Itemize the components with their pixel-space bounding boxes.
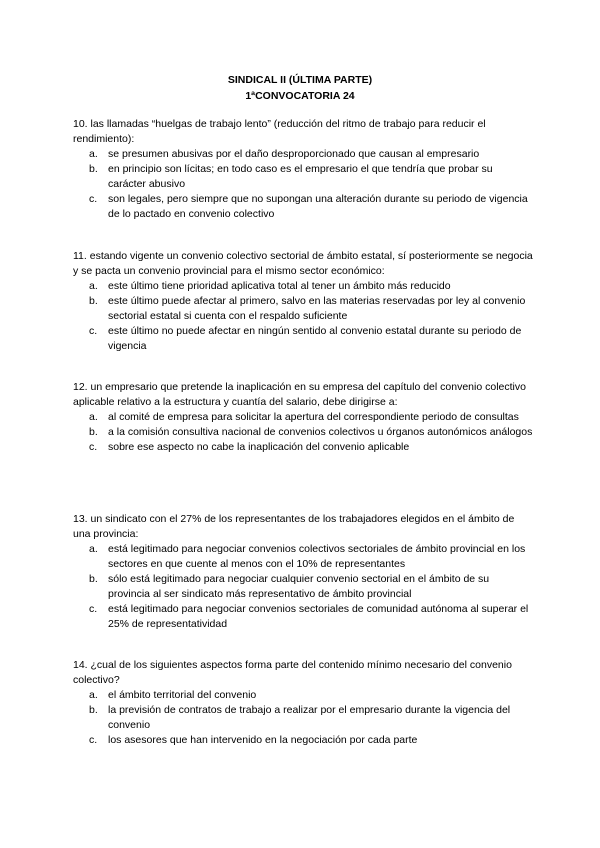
- option-list: [73, 279, 533, 354]
- question-text: 13. un sindicato con el 27% de los representantes de los trabajadores elegidos en el ámbito de una provincia:: [73, 513, 515, 540]
- option-letter: a.: [89, 411, 98, 423]
- question-12: [73, 380, 533, 455]
- option-text: está legitimado para negociar convenios sectoriales de comunidad autónoma al superar el 25% de representatividad: [108, 603, 529, 630]
- question-text: 12. un empresario que pretende la inaplicación en su empresa del capítulo del convenio colectivo aplicable relativo a la estructura y cuantía del salario, debe dirigirse a:: [73, 381, 526, 408]
- option-c: [73, 733, 533, 748]
- question-11: [73, 249, 533, 354]
- option-text: sólo está legitimado para negociar cualquier convenio sectorial en el ámbito de su provincia al ser sindicato más representativo de ámbito provincial: [108, 573, 490, 600]
- option-text: al comité de empresa para solicitar la apertura del correspondiente periodo de consultas: [108, 411, 519, 423]
- option-letter: c.: [89, 441, 98, 453]
- option-letter: c.: [89, 734, 98, 746]
- option-letter: a.: [89, 689, 98, 701]
- option-list: [73, 147, 533, 222]
- question-14: [73, 658, 533, 748]
- option-a: [73, 542, 533, 572]
- option-b: [73, 162, 533, 192]
- option-text: en principio son lícitas; en todo caso es el empresario el que tendría que probar su carácter abusivo: [108, 163, 493, 190]
- question-text: 14. ¿cual de los siguientes aspectos forma parte del contenido mínimo necesario del convenio colectivo?: [73, 659, 512, 686]
- document-title: [0, 72, 600, 104]
- option-text: el ámbito territorial del convenio: [108, 689, 257, 701]
- question-10: [73, 117, 533, 222]
- option-letter: b.: [89, 704, 98, 716]
- option-a: [73, 279, 533, 294]
- option-a: [73, 147, 533, 162]
- option-letter: c.: [89, 325, 98, 337]
- option-letter: b.: [89, 426, 98, 438]
- option-a: [73, 688, 533, 703]
- option-text: a la comisión consultiva nacional de convenios colectivos u órganos autonómicos análogos: [108, 426, 533, 438]
- option-letter: b.: [89, 573, 98, 585]
- title-line-2: 1ªCONVOCATORIA 24: [245, 90, 355, 102]
- option-text: este último puede afectar al primero, salvo en las materias reservadas por ley al convenio sectorial estatal si cuenta con el respaldo suficiente: [108, 295, 526, 322]
- option-b: [73, 425, 533, 440]
- option-text: este último tiene prioridad aplicativa total al tener un ámbito más reducido: [108, 280, 451, 292]
- option-b: [73, 572, 533, 602]
- option-text: sobre ese aspecto no cabe la inaplicación del convenio aplicable: [108, 441, 410, 453]
- option-b: [73, 703, 533, 733]
- option-letter: a.: [89, 148, 98, 160]
- option-letter: c.: [89, 193, 98, 205]
- option-letter: a.: [89, 543, 98, 555]
- option-letter: b.: [89, 295, 98, 307]
- option-text: este último no puede afectar en ningún sentido al convenio estatal durante su periodo de vigencia: [108, 325, 522, 352]
- option-text: se presumen abusivas por el daño desproporcionado que causan al empresario: [108, 148, 480, 160]
- option-text: son legales, pero siempre que no supongan una alteración durante su periodo de vigencia de lo pactado en convenio colectivo: [108, 193, 528, 220]
- option-a: [73, 410, 533, 425]
- option-list: [73, 542, 533, 632]
- question-13: [73, 512, 533, 632]
- option-letter: c.: [89, 603, 98, 615]
- option-c: [73, 324, 533, 354]
- option-list: [73, 410, 533, 455]
- question-text: 11. estando vigente un convenio colectivo sectorial de ámbito estatal, sí posteriormente se negocia y se pacta un convenio provincial para el mismo sector económico:: [73, 250, 533, 277]
- title-line-1: SINDICAL II (ÚLTIMA PARTE): [227, 74, 373, 86]
- question-text: 10. las llamadas “huelgas de trabajo lento” (reducción del ritmo de trabajo para reducir el rendimiento):: [73, 118, 486, 145]
- option-text: está legitimado para negociar convenios colectivos sectoriales de ámbito provincial en los sectores en que cuente al menos con el 10% de representantes: [108, 543, 526, 570]
- option-c: [73, 602, 533, 632]
- option-list: [73, 688, 533, 748]
- option-letter: a.: [89, 280, 98, 292]
- option-c: [73, 440, 533, 455]
- option-b: [73, 294, 533, 324]
- option-text: los asesores que han intervenido en la negociación por cada parte: [108, 734, 418, 746]
- option-c: [73, 192, 533, 222]
- option-letter: b.: [89, 163, 98, 175]
- option-text: la previsión de contratos de trabajo a realizar por el empresario durante la vigencia del convenio: [108, 704, 511, 731]
